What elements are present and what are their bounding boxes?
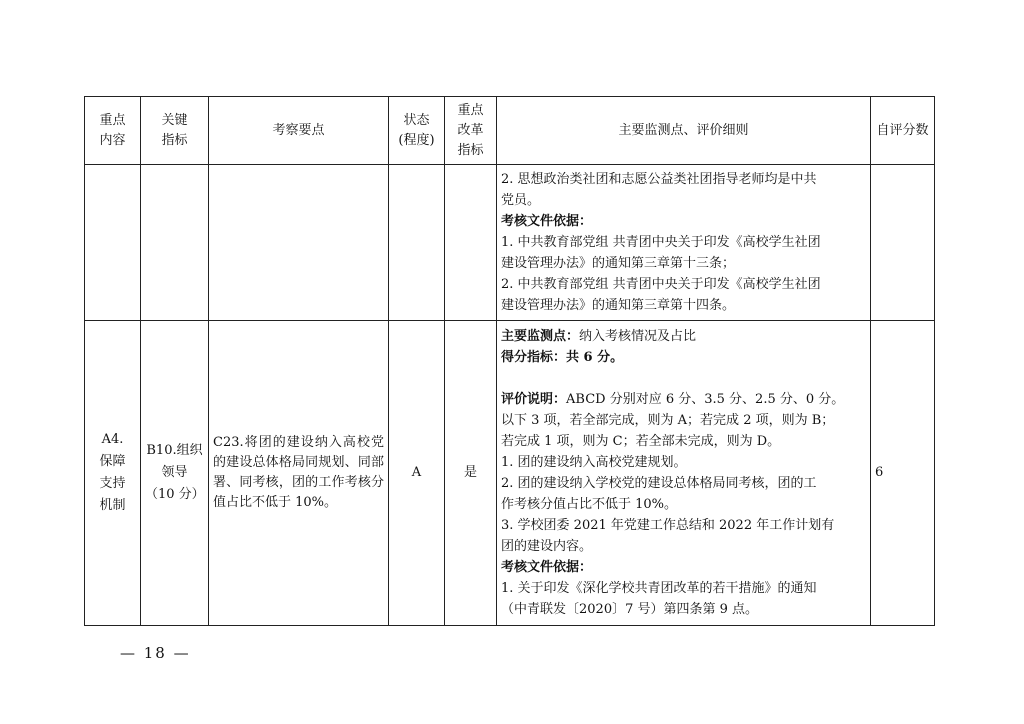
cell-empty <box>209 165 389 321</box>
cell-empty <box>871 165 935 321</box>
basis-line: 建设管理办法》的通知第三章第十四条。 <box>501 298 736 313</box>
status-cell: A <box>389 321 445 626</box>
monitor-label: 主要监测点： <box>501 329 580 344</box>
continued-row <box>85 165 935 321</box>
eval-line: 1. 团的建设纳入高校党建规划。 <box>501 455 687 470</box>
eval-text: ABCD 分别对应 6 分、3.5 分、2.5 分、0 分。 <box>566 392 845 407</box>
header-self-score: 自评分数 <box>871 97 935 165</box>
continued-detail <box>497 165 871 321</box>
evaluation-table <box>84 96 935 626</box>
monitoring-detail <box>497 321 871 626</box>
header-status: 状态 (程度) <box>389 97 445 165</box>
basis-line: 2. 中共教育部党组 共青团中央关于印发《高校学生社团 <box>501 277 821 292</box>
header-reform: 重点 改革 指标 <box>445 97 497 165</box>
header-row <box>85 97 935 165</box>
self-score-cell: 6 <box>871 321 935 626</box>
points-label: 得分指标： <box>501 350 567 365</box>
points-text: 共 6 分。 <box>566 350 624 365</box>
detail-line: 党员。 <box>501 193 541 208</box>
monitor-line <box>501 326 866 347</box>
eval-line: 以下 3 项，若全部完成，则为 A；若完成 2 项，则为 B； <box>501 413 835 428</box>
eval-line: 2. 团的建设纳入学校党的建设总体格局同考核，团的工 <box>501 476 817 491</box>
cell-empty <box>141 165 209 321</box>
cell-empty <box>389 165 445 321</box>
focus-cell: A4. 保障 支持 机制 <box>85 321 141 626</box>
basis-line: 建设管理办法》的通知第三章第十三条； <box>501 256 736 271</box>
eval-line: 团的建设内容。 <box>501 539 593 554</box>
eval-line: 若完成 1 项，则为 C；若全部未完成，则为 D。 <box>501 434 781 449</box>
points-cell: C23.将团的建设纳入高校党的建设总体格局同规划、同部署、同考核，团的工作考核分值占比不低于 10%。 <box>209 321 389 626</box>
basis-label: 考核文件依据： <box>501 214 593 229</box>
header-focus: 重点 内容 <box>85 97 141 165</box>
detail-line: 2. 思想政治类社团和志愿公益类社团指导老师均是中共 <box>501 172 817 187</box>
eval-label: 评价说明： <box>501 392 567 407</box>
monitor-text: 纳入考核情况及占比 <box>579 329 697 344</box>
page-number: — 18 — <box>120 644 191 662</box>
a4-row <box>85 321 935 626</box>
eval-line <box>501 389 866 410</box>
spacer <box>501 368 866 389</box>
eval-line: 作考核分值占比不低于 10%。 <box>501 497 678 512</box>
basis-line: （中青联发〔2020〕7 号）第四条第 9 点。 <box>501 602 759 617</box>
cell-empty <box>85 165 141 321</box>
key-indicator-cell: B10.组织 领导 （10 分） <box>141 321 209 626</box>
basis-line: 1. 关于印发《深化学校共青团改革的若干措施》的通知 <box>501 581 817 596</box>
reform-cell: 是 <box>445 321 497 626</box>
basis-label: 考核文件依据： <box>501 560 593 575</box>
score-line <box>501 347 866 368</box>
header-key-indicator: 关键 指标 <box>141 97 209 165</box>
header-monitoring: 主要监测点、评价细则 <box>497 97 871 165</box>
header-points: 考察要点 <box>209 97 389 165</box>
eval-line: 3. 学校团委 2021 年党建工作总结和 2022 年工作计划有 <box>501 518 835 533</box>
cell-empty <box>445 165 497 321</box>
basis-line: 1. 中共教育部党组 共青团中央关于印发《高校学生社团 <box>501 235 821 250</box>
